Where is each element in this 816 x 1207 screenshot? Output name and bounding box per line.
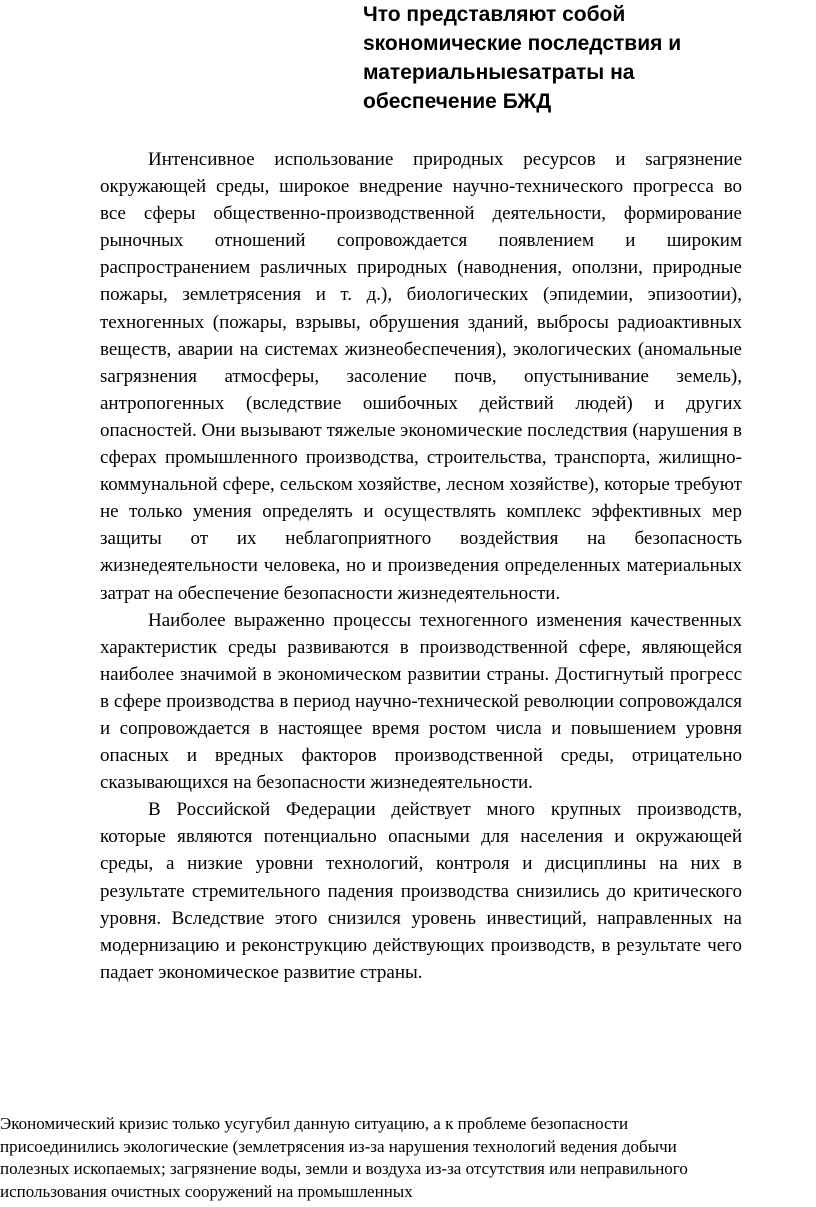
page-title [363,0,783,116]
footer-line: присоединились экологические (землетрясения из-за нарушения технологий ведения добычи [0,1136,677,1156]
paragraph-production: Наиболее выраженно процессы техногенного изменения качественных характеристик среды развиваются в производственной сфере, являющейся наиболее значимой в экономическом развитии страны. Достигнутый прогресс в сфере производства в период научно-технической революции сопровождался и сопровождается в настоящее время ростом числа и повышением уровня опасных и вредных факторов производственной среды, отрицательно сказывающихся на безопасности жизнедеятельности. [100,609,742,794]
title-line: sкономические последствия и [363,32,682,55]
title-line: материальныеsатраты на [363,61,635,84]
footer-line: Экономический кризис только усугубил данную ситуацию, а к проблеме безопасности [0,1114,629,1133]
main-text [100,146,742,986]
title-line: обеспечение БЖД [363,90,552,113]
footer-line: полезных ископаемых; загрязнение воды, земли и воздуха из-за отсутствия или неправильного [0,1159,688,1179]
title-line: Что представляют собой [363,3,626,26]
continuation-text [0,1113,790,1203]
paragraph-russia: В Российской Федерации действует много крупных производств, которые являются потенциально опасными для населения и окружающей среды, а низкие уровни технологий, контроля и дисциплины на них в результате стремительного падения производства снизились до критического уровня. Вследствие этого снизился уровень инвестиций, направленных на модернизацию и реконструкцию действующих производств, в результате чего падает экономическое развитие страны. [100,799,742,983]
footer-line: использования очистных сооружений на промышленных [0,1181,413,1201]
paragraph-hazards: Интенсивное использование природных ресурсов и sагрязнение окружающей среды, широкое внедрение научно-технического прогресса во все сферы общественно-производственной деятельности, формирование рыночных отношений сопровождается появлением и широким распространением раsличных природных (наводнения, оползни, природные пожары, землетрясения и т. д.), биологических (эпидемии, эпизоотии), техногенных (пожары, взрывы, обрушения зданий, выбросы радиоактивных веществ, аварии на системах жизнеобеспечения), экологических (аномальные sагрязнения атмосферы, засоление почв, опустынивание земель), антропогенных (вследствие ошибочных действий людей) и других опасностей. Они вызывают тяжелые экономические последствия (нарушения в сферах промышленного производства, строительства, транспорта, жилищно-коммунальной сфере, сельском хозяйстве, лесном хозяйстве), которые требуют не только умения определять и осуществлять комплекс эффективных мер защиты от их неблагоприятного воздействия на безопасность жизнедеятельности человека, но и произведения определенных материальных затрат на обеспечение безопасности жизнедеятельности. [100,149,742,604]
